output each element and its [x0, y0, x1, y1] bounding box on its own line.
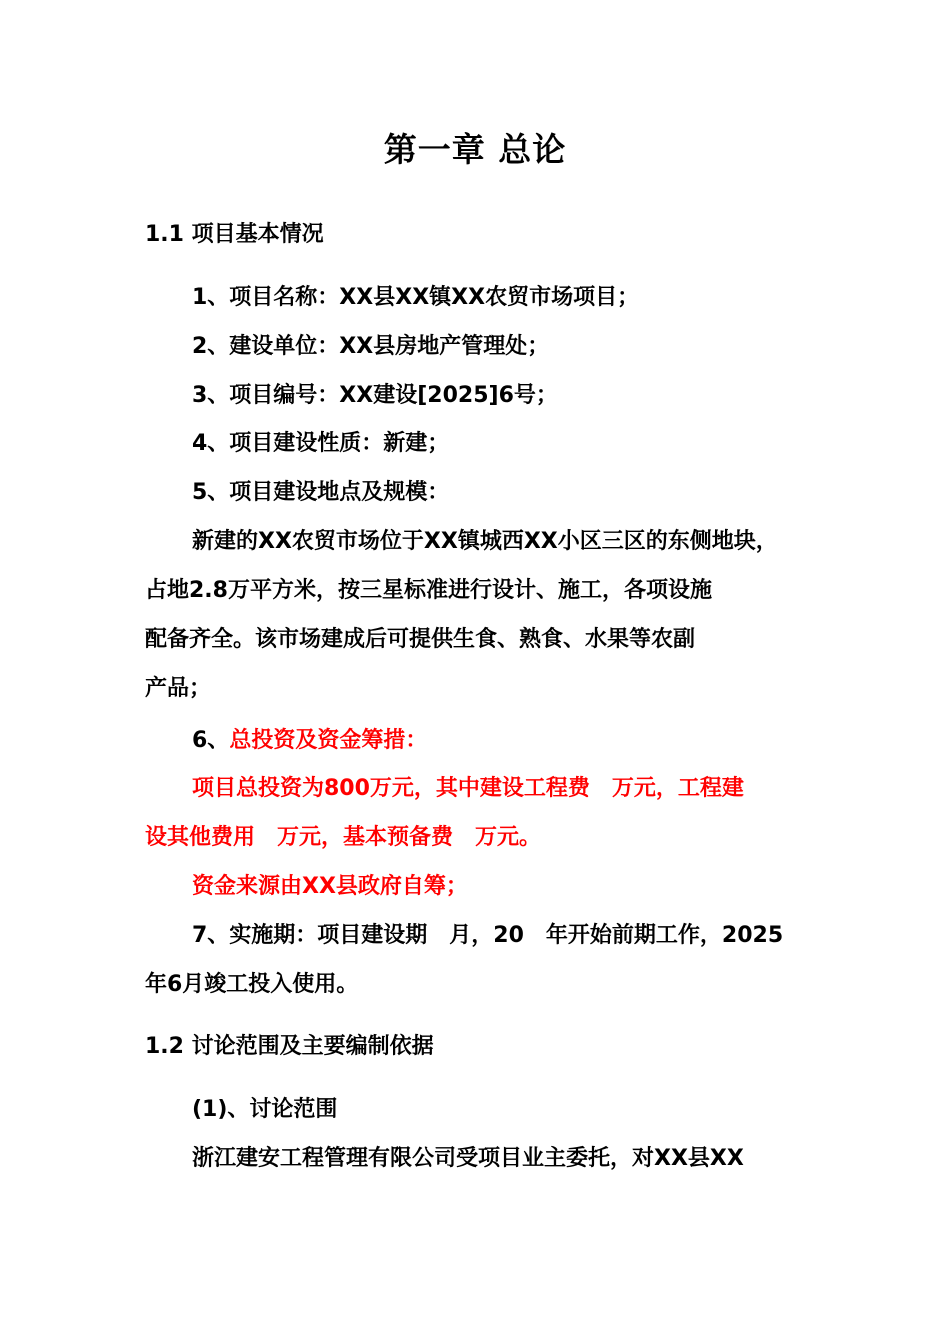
scale-paragraph-line-1: 新建的XX农贸市场位于XX镇城西XX小区三区的东侧地块， — [192, 529, 778, 554]
section-heading-1-1: 1.1 项目基本情况 — [145, 222, 324, 247]
item-location-scale: 5、项目建设地点及规模： — [192, 480, 450, 505]
item-project-number: 3、项目编号：XX建设[2025]6号； — [192, 383, 558, 408]
item-construction-nature: 4、项目建设性质：新建； — [192, 431, 450, 456]
investment-paragraph-line-1: 项目总投资为800万元，其中建设工程费 万元，工程建 — [192, 776, 744, 801]
section-heading-1-2: 1.2 讨论范围及主要编制依据 — [145, 1034, 434, 1059]
chapter-title: 第一章 总论 — [383, 130, 567, 169]
investment-paragraph-line-2: 设其他费用 万元，基本预备费 万元。 — [145, 825, 542, 850]
scale-paragraph-line-3: 配备齐全。该市场建成后可提供生食、熟食、水果等农副 — [145, 627, 696, 652]
funding-source: 资金来源由XX县政府自筹； — [192, 874, 468, 899]
investment-label: 总投资及资金筹措： — [229, 728, 428, 753]
item-construction-unit: 2、建设单位：XX县房地产管理处； — [192, 334, 550, 359]
item-project-name: 1、项目名称：XX县XX镇XX农贸市场项目； — [192, 285, 640, 310]
schedule-line-1: 7、实施期：项目建设期 月，20 年开始前期工作，2025 — [192, 923, 784, 948]
scale-paragraph-line-4: 产品； — [145, 676, 212, 701]
sub-heading-scope: (1)、讨论范围 — [192, 1097, 338, 1122]
item-investment — [192, 725, 872, 757]
schedule-line-2: 年6月竣工投入使用。 — [145, 972, 359, 997]
scope-paragraph-line-1: 浙江建安工程管理有限公司受项目业主委托，对XX县XX — [192, 1146, 744, 1171]
investment-prefix: 6、 — [192, 728, 230, 753]
scale-paragraph-line-2: 占地2.8万平方米，按三星标准进行设计、施工，各项设施 — [145, 578, 712, 603]
